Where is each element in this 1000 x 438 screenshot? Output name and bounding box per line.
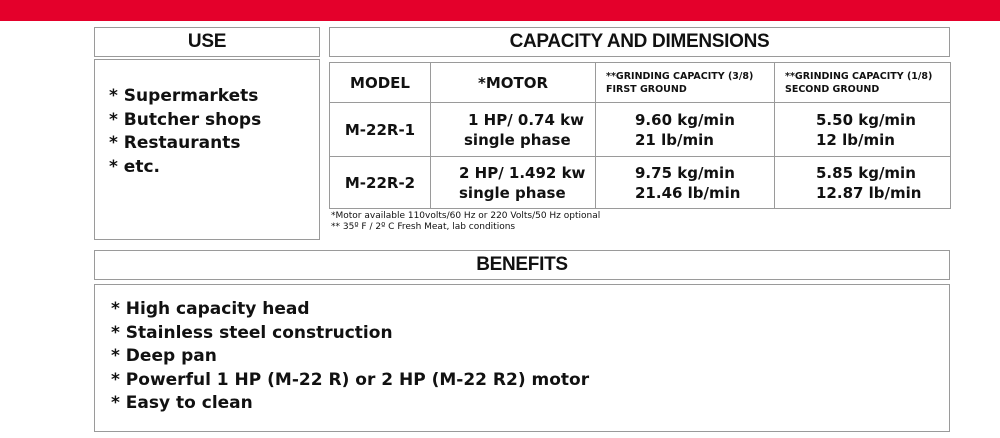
note-conditions: ** 35º F / 2º C Fresh Meat, lab conditions <box>331 222 516 232</box>
list-item: * Supermarkets <box>109 86 259 106</box>
use-section-body <box>94 59 320 240</box>
cell-second-ground <box>775 103 951 157</box>
motor-line2: single phase <box>459 183 566 202</box>
second-line1: 5.85 kg/min <box>816 163 916 182</box>
list-item: * Stainless steel construction <box>111 322 393 343</box>
first-line2: 21.46 lb/min <box>635 183 741 202</box>
header-first-line1: **GRINDING CAPACITY (3/8) <box>606 70 754 82</box>
list-item: * Powerful 1 HP (M-22 R) or 2 HP (M-22 R2) motor <box>111 369 590 390</box>
use-list <box>109 85 261 179</box>
list-item: * Restaurants <box>109 133 241 153</box>
second-line1: 5.50 kg/min <box>816 110 916 129</box>
list-item: * etc. <box>109 156 160 177</box>
first-line1: 9.60 kg/min <box>635 110 735 129</box>
use-section-header <box>94 27 320 57</box>
list-item: * High capacity head <box>111 299 310 319</box>
second-line2: 12.87 lb/min <box>816 183 922 202</box>
capacity-notes <box>331 211 600 233</box>
table-row <box>330 157 951 209</box>
header-model: MODEL <box>330 63 431 103</box>
cell-motor <box>431 103 596 157</box>
motor-line1: 2 HP/ 1.492 kw <box>459 163 586 182</box>
cell-first-ground <box>596 157 775 209</box>
cell-model: M-22R-2 <box>330 157 431 209</box>
benefits-title: BENEFITS <box>476 254 568 275</box>
header-second-ground <box>775 63 951 103</box>
benefits-section-header <box>94 250 950 280</box>
benefits-section-body <box>94 284 950 432</box>
motor-line1: 1 HP/ 0.74 kw <box>468 110 584 129</box>
cell-first-ground <box>596 103 775 157</box>
capacity-title: CAPACITY AND DIMENSIONS <box>509 31 770 52</box>
first-line1: 9.75 kg/min <box>635 163 735 182</box>
header-first-ground <box>596 63 775 103</box>
header-first-line2: FIRST GROUND <box>606 83 687 95</box>
top-red-bar <box>0 0 1000 21</box>
use-title: USE <box>187 31 227 52</box>
second-line2: 12 lb/min <box>816 130 895 149</box>
table-header-row <box>330 63 951 103</box>
table-row <box>330 103 951 157</box>
capacity-section-header <box>329 27 950 57</box>
note-motor: *Motor available 110volts/60 Hz or 220 Volts/50 Hz optional <box>331 211 601 221</box>
list-item: * Deep pan <box>111 346 217 366</box>
capacity-table <box>329 62 951 209</box>
cell-model: M-22R-1 <box>330 103 431 157</box>
motor-line2: single phase <box>464 130 571 149</box>
header-motor: *MOTOR <box>431 63 596 103</box>
list-item: * Butcher shops <box>109 109 262 130</box>
header-second-line2: SECOND GROUND <box>785 83 880 95</box>
list-item: * Easy to clean <box>111 393 253 413</box>
benefits-list <box>111 298 589 416</box>
first-line2: 21 lb/min <box>635 130 714 149</box>
cell-motor <box>431 157 596 209</box>
header-second-line1: **GRINDING CAPACITY (1/8) <box>785 70 933 82</box>
cell-second-ground <box>775 157 951 209</box>
